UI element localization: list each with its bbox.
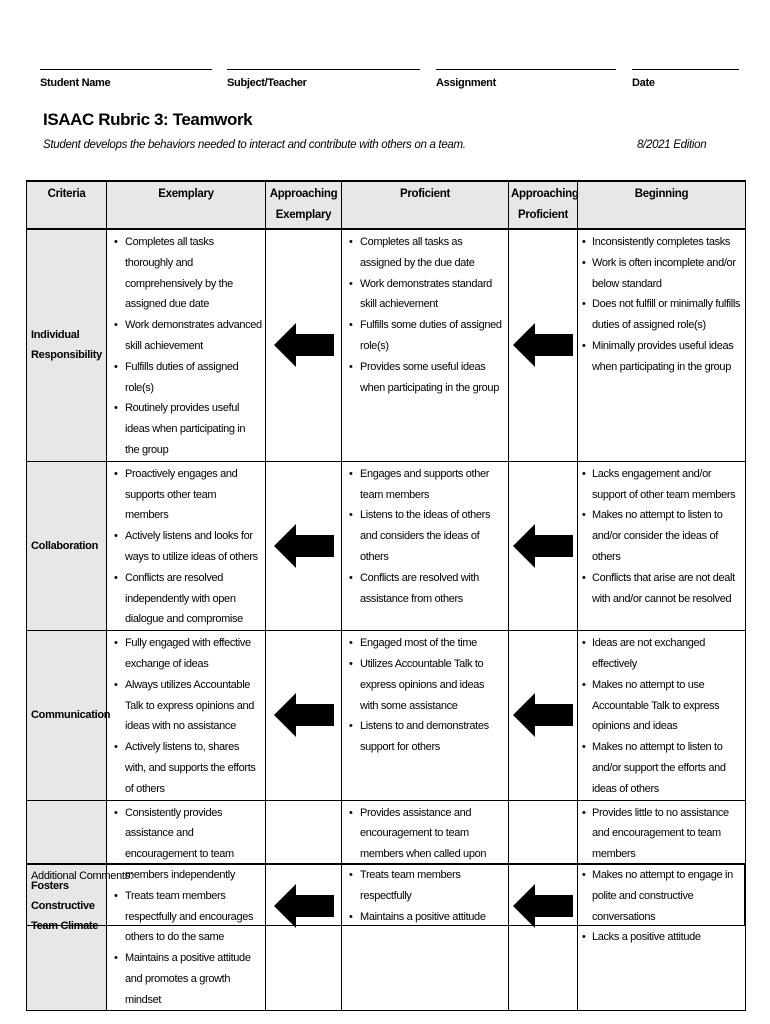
list-item: • Treats team members respectfully — [346, 865, 505, 907]
criteria-cell — [27, 631, 111, 800]
beginning-list — [578, 230, 745, 378]
criteria-label: Individual Responsibility — [31, 329, 102, 362]
criteria-label: Fosters Constructive Team Climate — [31, 879, 99, 932]
list-item: • Utilizes Accountable Talk to express opinions and ideas with some assistance — [346, 654, 505, 716]
list-item: • Work demonstrates standard skill achievement — [346, 274, 505, 316]
rubric-row-communication — [27, 631, 746, 800]
exemplary-list — [107, 230, 265, 461]
list-item: • Actively listens to, shares with, and supports the efforts of others — [111, 737, 262, 799]
list-item: • Always utilizes Accountable Talk to express opinions and ideas with no assistance — [111, 675, 262, 737]
list-item: • Does not fulfill or minimally fulfills duties of assigned role(s) — [582, 294, 742, 336]
column-header-proficient: Proficient — [342, 181, 509, 229]
list-item: • Fully engaged with effective exchange of ideas — [111, 633, 262, 675]
beginning-cell — [578, 229, 746, 461]
beginning-list — [578, 631, 745, 799]
list-item: • Listens to the ideas of others and considers the ideas of others — [346, 505, 505, 567]
list-item: • Provides assistance and encouragement to team members when called upon — [346, 803, 505, 865]
list-item: • Engages and supports other team members — [346, 464, 505, 506]
date-field[interactable] — [632, 52, 739, 89]
column-header-criteria: Criteria — [27, 181, 107, 229]
approaching-proficient-cell — [509, 229, 578, 461]
approaching-exemplary-cell — [266, 229, 342, 461]
list-item: • Actively listens and looks for ways to utilize ideas of others — [111, 526, 262, 568]
approaching-proficient-cell — [509, 631, 578, 800]
rubric-row-individual-responsibility — [27, 229, 746, 461]
criteria-label: Collaboration — [31, 539, 98, 552]
list-item: • Makes no attempt to listen to and/or consider the ideas of others — [582, 505, 742, 567]
list-item: • Maintains a positive attitude — [346, 907, 505, 928]
list-item: • Lacks a positive attitude — [582, 927, 742, 948]
approaching-exemplary-cell — [266, 631, 342, 800]
column-header-approaching-exemplary: Approaching Exemplary — [266, 181, 342, 229]
list-item: • Minimally provides useful ideas when participating in the group — [582, 336, 742, 378]
list-item: • Proactively engages and supports other team members — [111, 464, 262, 526]
student-name-line — [40, 52, 212, 70]
list-item: • Completes all tasks as assigned by the due date — [346, 232, 505, 274]
list-item: • Work demonstrates advanced skill achievement — [111, 315, 262, 357]
beginning-cell — [578, 461, 746, 630]
header-fields — [40, 52, 740, 92]
criteria-label: Communication — [31, 709, 111, 722]
list-item: • Provides some useful ideas when participating in the group — [346, 357, 505, 399]
exemplary-cell — [107, 461, 266, 630]
proficient-cell — [342, 229, 509, 461]
list-item: • Fulfills duties of assigned role(s) — [111, 357, 262, 399]
assignment-line — [436, 52, 616, 70]
list-item: • Ideas are not exchanged effectively — [582, 633, 742, 675]
list-item: • Listens to and demonstrates support for others — [346, 716, 505, 758]
exemplary-list — [107, 462, 265, 630]
list-item: • Engaged most of the time — [346, 633, 505, 654]
additional-comments-label: Additional Comments: — [31, 870, 133, 882]
list-item: • Provides little to no assistance and encouragement to team members — [582, 803, 742, 865]
edition-label: 8/2021 Edition — [637, 139, 707, 151]
list-item: • Conflicts that arise are not dealt with and/or cannot be resolved — [582, 568, 742, 610]
exemplary-cell — [107, 229, 266, 461]
proficient-list — [342, 631, 508, 758]
criteria-cell — [27, 229, 107, 461]
criteria-cell — [27, 461, 107, 630]
exemplary-cell — [107, 631, 266, 800]
column-header-approaching-proficient: Approaching Proficient — [509, 181, 578, 229]
beginning-list — [578, 462, 745, 610]
column-header-beginning: Beginning — [578, 181, 746, 229]
list-item: • Conflicts are resolved independently with open dialogue and compromise — [111, 568, 262, 630]
column-header-exemplary: Exemplary — [107, 181, 266, 229]
list-item: • Makes no attempt to listen to and/or support the efforts and ideas of others — [582, 737, 742, 799]
proficient-list — [342, 230, 508, 398]
assignment-field[interactable] — [436, 52, 616, 89]
list-item: • Routinely provides useful ideas when participating in the group — [111, 398, 262, 460]
proficient-cell — [342, 631, 509, 800]
student-name-label: Student Name — [40, 77, 111, 89]
page-title: ISAAC Rubric 3: Teamwork — [43, 110, 253, 129]
page-subtitle: Student develops the behaviors needed to interact and contribute with others on a team. — [43, 139, 466, 151]
list-item: • Work is often incomplete and/or below standard — [582, 253, 742, 295]
list-item: • Makes no attempt to engage in polite and constructive conversations — [582, 865, 742, 927]
list-item: • Conflicts are resolved with assistance from others — [346, 568, 505, 610]
list-item: • Makes no attempt to use Accountable Talk to express opinions and ideas — [582, 675, 742, 737]
date-label: Date — [632, 77, 655, 89]
student-name-field[interactable] — [40, 52, 212, 89]
date-line — [632, 52, 739, 70]
rubric-row-collaboration — [27, 461, 746, 630]
list-item: • Completes all tasks thoroughly and comprehensively by the assigned due date — [111, 232, 262, 315]
subject-teacher-line — [227, 52, 420, 70]
subject-teacher-field[interactable] — [227, 52, 420, 89]
table-header-row — [27, 181, 746, 229]
approaching-proficient-cell — [509, 461, 578, 630]
proficient-cell — [342, 461, 509, 630]
proficient-list — [342, 462, 508, 610]
list-item: • Treats team members respectfully and encourages others to do the same — [111, 886, 262, 948]
assignment-label: Assignment — [436, 77, 496, 89]
beginning-cell — [578, 631, 746, 800]
list-item: • Fulfills some duties of assigned role(s) — [346, 315, 505, 357]
subject-teacher-label: Subject/Teacher — [227, 77, 307, 89]
exemplary-list — [107, 631, 265, 799]
list-item: • Inconsistently completes tasks — [582, 232, 742, 253]
list-item: • Maintains a positive attitude and promotes a growth mindset — [111, 948, 262, 1010]
additional-comments-box[interactable] — [26, 863, 745, 926]
approaching-exemplary-cell — [266, 461, 342, 630]
list-item: • Lacks engagement and/or support of other team members — [582, 464, 742, 506]
list-item: • Consistently provides assistance and encouragement to team members independently — [111, 803, 262, 886]
